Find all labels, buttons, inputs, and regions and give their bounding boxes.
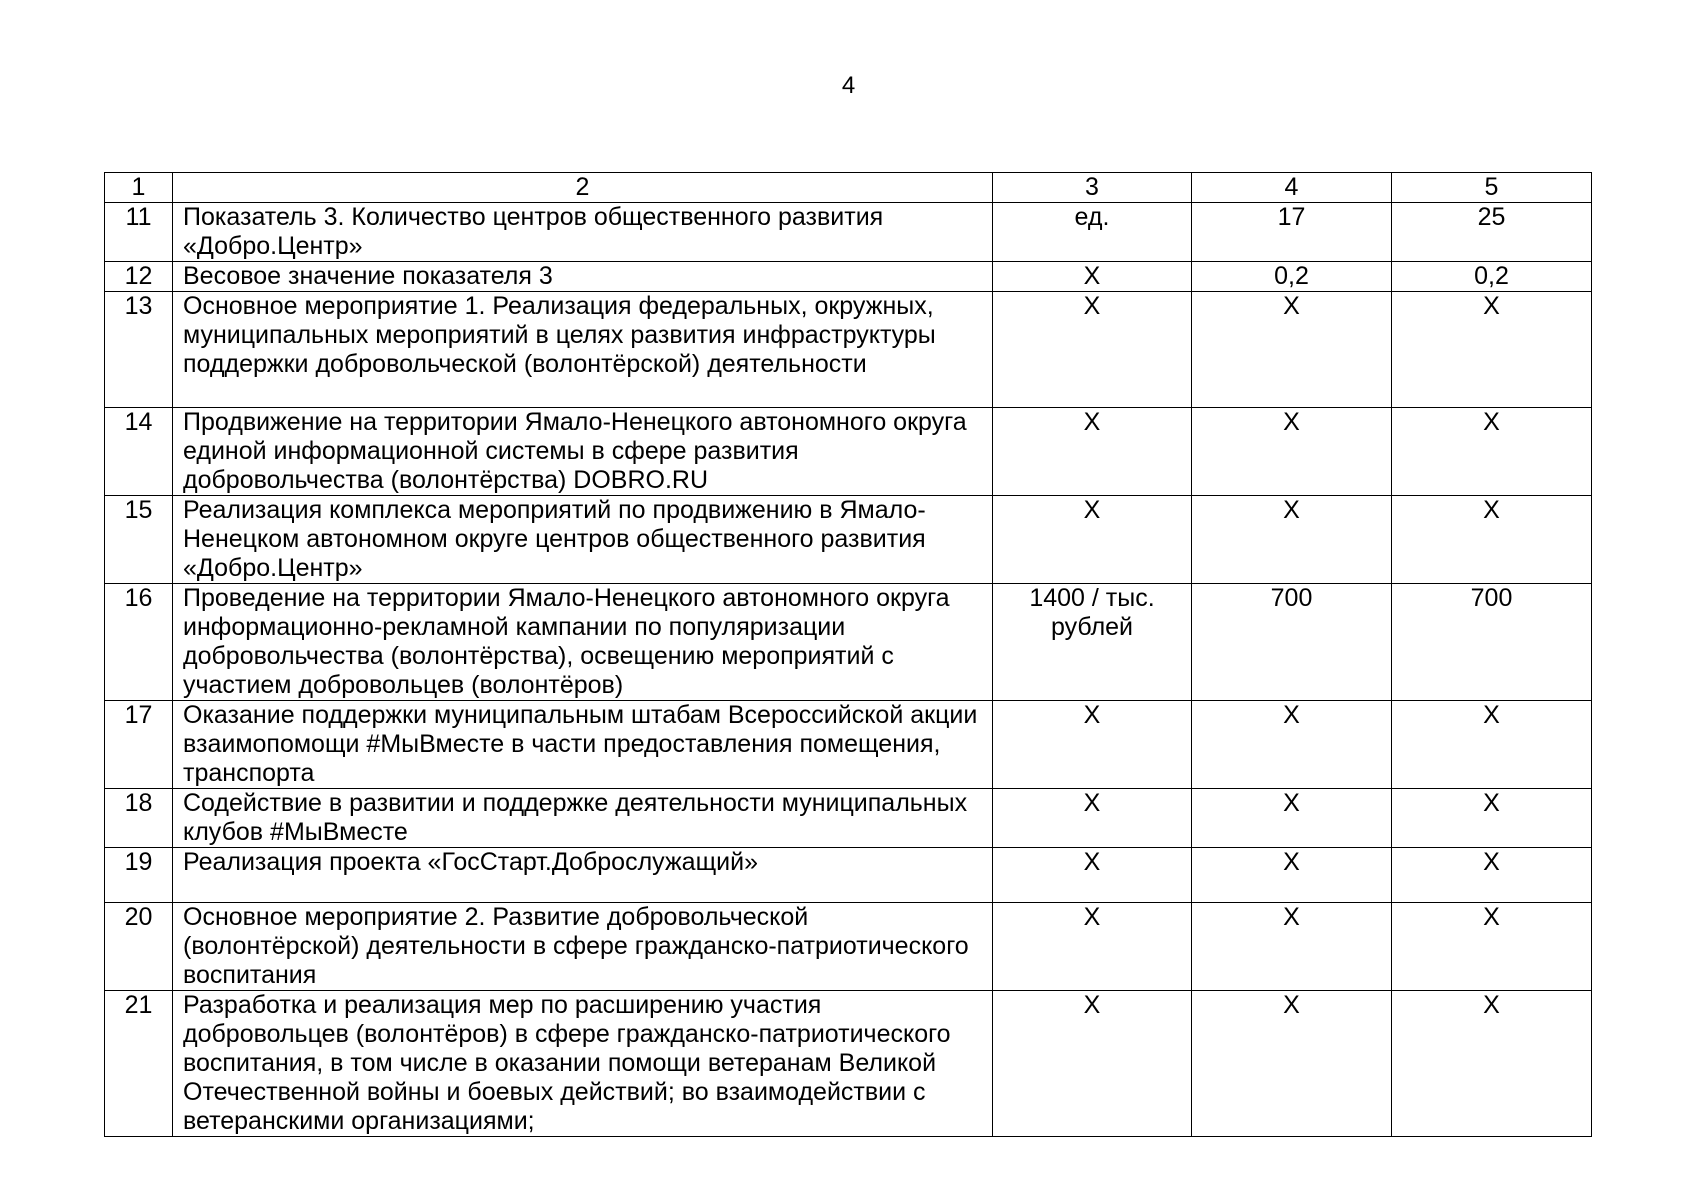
row-value-col-5: Х: [1392, 991, 1592, 1137]
row-unit-value: Х: [993, 701, 1192, 789]
row-number: 21: [105, 991, 173, 1137]
row-description: Основное мероприятие 1. Реализация федеральных, окружных, муниципальных мероприятий в целях развития инфраструктуры поддержки добровольческой (волонтёрской) деятельности: [173, 292, 993, 408]
table-row: [105, 408, 1592, 496]
row-number: 20: [105, 903, 173, 991]
table-row: [105, 496, 1592, 584]
table-row: [105, 789, 1592, 848]
row-value-col-5: Х: [1392, 292, 1592, 408]
table-row: [105, 203, 1592, 262]
row-unit-value: Х: [993, 408, 1192, 496]
row-value-col-5: Х: [1392, 408, 1592, 496]
header-col-4: 4: [1192, 173, 1392, 203]
row-number: 17: [105, 701, 173, 789]
table-row: [105, 848, 1592, 903]
row-number: 12: [105, 262, 173, 292]
row-value-col-4: Х: [1192, 496, 1392, 584]
row-description: Реализация комплекса мероприятий по продвижению в Ямало-Ненецком автономном округе центров общественного развития «Добро.Центр»: [173, 496, 993, 584]
row-value-col-5: 25: [1392, 203, 1592, 262]
row-value-col-5: Х: [1392, 903, 1592, 991]
table-row: [105, 701, 1592, 789]
row-unit-value: Х: [993, 262, 1192, 292]
row-unit-value: Х: [993, 848, 1192, 903]
row-unit-value: Х: [993, 292, 1192, 408]
row-number: 13: [105, 292, 173, 408]
header-col-3: 3: [993, 173, 1192, 203]
row-number: 16: [105, 584, 173, 701]
row-value-col-4: Х: [1192, 789, 1392, 848]
header-col-1: 1: [105, 173, 173, 203]
row-description: Показатель 3. Количество центров общественного развития «Добро.Центр»: [173, 203, 993, 262]
row-value-col-4: 17: [1192, 203, 1392, 262]
row-value-col-4: Х: [1192, 701, 1392, 789]
row-unit-value: ед.: [993, 203, 1192, 262]
row-number: 18: [105, 789, 173, 848]
row-description: Продвижение на территории Ямало-Ненецкого автономного округа единой информационной системы в сфере развития добровольчества (волонтёрства) DOBRO.RU: [173, 408, 993, 496]
row-unit-value: Х: [993, 496, 1192, 584]
header-col-5: 5: [1392, 173, 1592, 203]
row-description: Весовое значение показателя 3: [173, 262, 993, 292]
row-number: 15: [105, 496, 173, 584]
row-number: 14: [105, 408, 173, 496]
row-value-col-5: Х: [1392, 789, 1592, 848]
row-unit-value: Х: [993, 789, 1192, 848]
row-description: Основное мероприятие 2. Развитие добровольческой (волонтёрской) деятельности в сфере гражданско-патриотического воспитания: [173, 903, 993, 991]
row-unit-value: 1400 / тыс. рублей: [993, 584, 1192, 701]
row-description: Реализация проекта «ГосСтарт.Доброслужащий»: [173, 848, 993, 903]
row-value-col-4: Х: [1192, 903, 1392, 991]
row-value-col-5: Х: [1392, 496, 1592, 584]
row-number: 11: [105, 203, 173, 262]
indicator-table: [104, 172, 1592, 1137]
row-unit-value: Х: [993, 991, 1192, 1137]
row-description: Содействие в развитии и поддержке деятельности муниципальных клубов #МыВместе: [173, 789, 993, 848]
row-value-col-5: 700: [1392, 584, 1592, 701]
row-value-col-5: Х: [1392, 701, 1592, 789]
table-row: [105, 903, 1592, 991]
row-value-col-5: Х: [1392, 848, 1592, 903]
page-number: 4: [841, 72, 856, 99]
row-value-col-5: 0,2: [1392, 262, 1592, 292]
row-number: 19: [105, 848, 173, 903]
table-row: [105, 292, 1592, 408]
row-value-col-4: Х: [1192, 848, 1392, 903]
table-header-row: [105, 173, 1592, 203]
row-value-col-4: Х: [1192, 292, 1392, 408]
header-col-2: 2: [173, 173, 993, 203]
row-unit-value: Х: [993, 903, 1192, 991]
row-description: Проведение на территории Ямало-Ненецкого автономного округа информационно-рекламной кампании по популяризации добровольчества (волонтёрства), освещению мероприятий с участием добровольцев (волонтёров): [173, 584, 993, 701]
table-row: [105, 584, 1592, 701]
table-row: [105, 262, 1592, 292]
row-value-col-4: Х: [1192, 991, 1392, 1137]
row-value-col-4: 0,2: [1192, 262, 1392, 292]
row-value-col-4: 700: [1192, 584, 1392, 701]
row-description: Оказание поддержки муниципальным штабам Всероссийской акции взаимопомощи #МыВместе в части предоставления помещения, транспорта: [173, 701, 993, 789]
row-value-col-4: Х: [1192, 408, 1392, 496]
table-row: [105, 991, 1592, 1137]
row-description: Разработка и реализация мер по расширению участия добровольцев (волонтёров) в сфере гражданско-патриотического воспитания, в том числе в оказании помощи ветеранам Великой Отечественной войны и боевых действий; во взаимодействии с ветеранскими организациями;: [173, 991, 993, 1137]
